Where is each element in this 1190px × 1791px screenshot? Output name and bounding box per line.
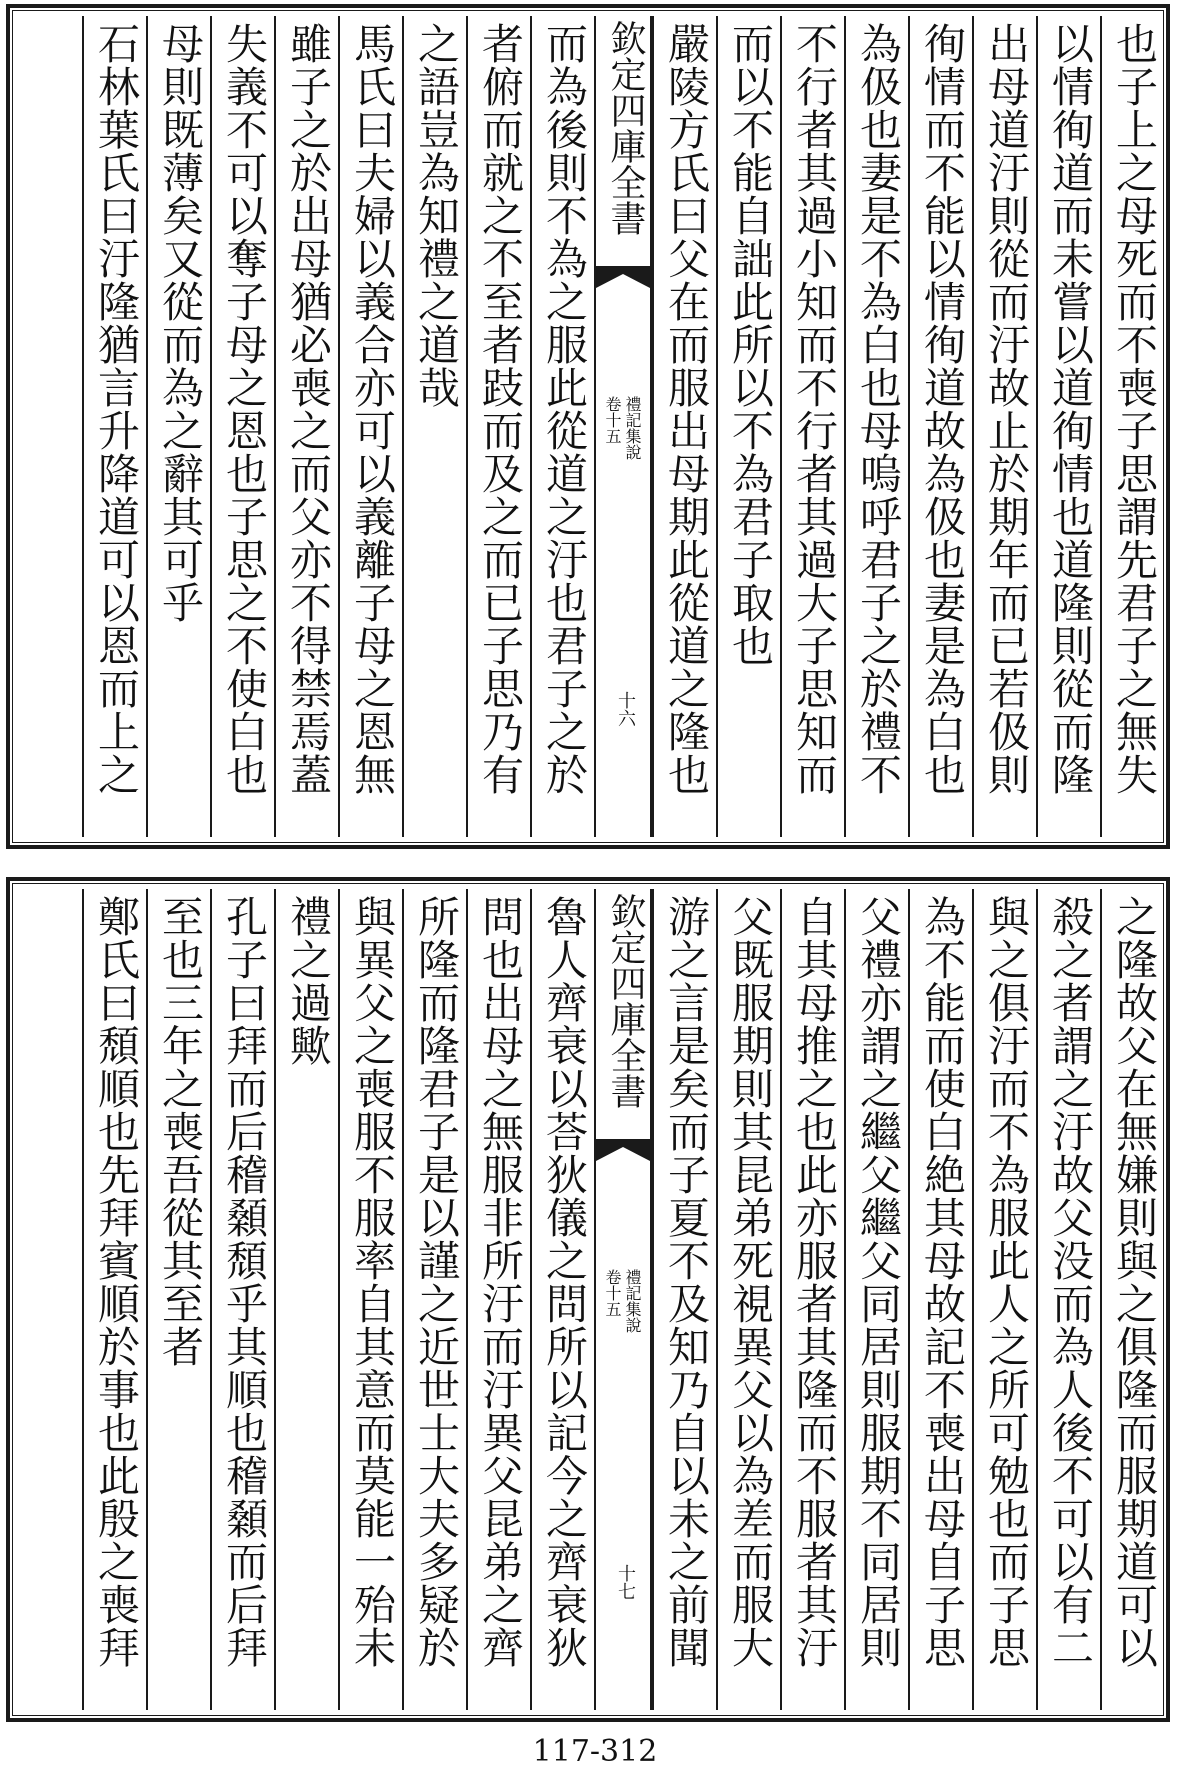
text-column: 父禮亦謂之繼父繼父同居則服期不同居則 (844, 889, 908, 1710)
text-column: 魯人齊衰以荅狄儀之問所以記今之齊衰狄 (530, 889, 594, 1710)
text-column: 而以不能自詘此所以不為君子取也 (716, 16, 780, 837)
fishtail-mark (596, 266, 650, 288)
volume-number: 卷十五 (603, 1269, 622, 1317)
text-column: 所隆而隆君子是以謹之近世士大夫多疑於 (402, 889, 466, 1710)
text-column: 殺之者謂之汙故父没而為人後不可以有二 (1036, 889, 1100, 1710)
text-column: 之隆故父在無嫌則與之俱隆而服期道可以 (1100, 889, 1164, 1710)
text-column: 不行者其過小知而不行者其過大子思知而 (780, 16, 844, 837)
text-column: 嚴陵方氏曰父在而服出母期此從道之隆也 (652, 16, 716, 837)
text-column: 以情徇道而未嘗以道徇情也道隆則從而隆 (1036, 16, 1100, 837)
center-title: 欽定四庫全書 (605, 20, 646, 236)
volume-number: 卷十五 (603, 396, 622, 444)
text-column: 失義不可以奪子母之恩也子思之不使白也 (210, 16, 274, 837)
text-column: 鄭氏曰頹順也先拜賓順於事也此殷之喪拜 (82, 889, 146, 1710)
text-column: 石林葉氏曰汙隆猶言升降道可以恩而上之 (82, 16, 146, 837)
text-column: 馬氏曰夫婦以義合亦可以義離子母之恩無 (338, 16, 402, 837)
text-column: 也子上之母死而不喪子思謂先君子之無失 (1100, 16, 1164, 837)
book-title: 禮記集說 (623, 1269, 642, 1333)
text-column: 至也三年之喪吾從其至者 (146, 889, 210, 1710)
text-column: 游之言是矣而子夏不及知乃自以未之前聞 (652, 889, 716, 1710)
page-number: 十七 (615, 1564, 636, 1600)
text-column: 孔子曰拜而后稽顙頹乎其順也稽顙而后拜 (210, 889, 274, 1710)
center-book (602, 396, 642, 460)
page-footer-number: 117-312 (532, 1734, 658, 1769)
text-column: 徇情而不能以情徇道故為伋也妻是為白也 (908, 16, 972, 837)
text-column: 為伋也妻是不為白也母嗚呼君子之於禮不 (844, 16, 908, 837)
text-column: 而為後則不為之服此從道之汙也君子之於 (530, 16, 594, 837)
text-column: 為不能而使白絶其母故記不喪出母自子思 (908, 889, 972, 1710)
bottom-page (6, 877, 1170, 1722)
top-page (6, 4, 1170, 849)
text-column: 自其母推之也此亦服者其隆而不服者其汙 (780, 889, 844, 1710)
text-column: 與之俱汙而不為服此人之所可勉也而子思 (972, 889, 1036, 1710)
text-column: 之語豈為知禮之道哉 (402, 16, 466, 837)
center-book (602, 1269, 642, 1333)
book-title: 禮記集說 (623, 396, 642, 460)
text-column: 與異父之喪服不服率自其意而莫能一殆未 (338, 889, 402, 1710)
fishtail-mark (596, 1139, 650, 1161)
page-number: 十六 (615, 691, 636, 727)
text-column: 出母道汙則從而汙故止於期年而已若伋則 (972, 16, 1036, 837)
center-fold (594, 889, 652, 1710)
text-column: 者俯而就之不至者跂而及之而已子思乃有 (466, 16, 530, 837)
text-column: 問也出母之無服非所汙而汙異父昆弟之齊 (466, 889, 530, 1710)
text-column: 禮之過歟 (274, 889, 338, 1710)
text-column: 父既服期則其昆弟死視異父以為差而服大 (716, 889, 780, 1710)
text-column: 雖子之於出母猶必喪之而父亦不得禁焉蓋 (274, 16, 338, 837)
center-fold (594, 16, 652, 837)
center-title: 欽定四庫全書 (605, 893, 646, 1109)
text-column: 母則既薄矣又從而為之辭其可乎 (146, 16, 210, 837)
